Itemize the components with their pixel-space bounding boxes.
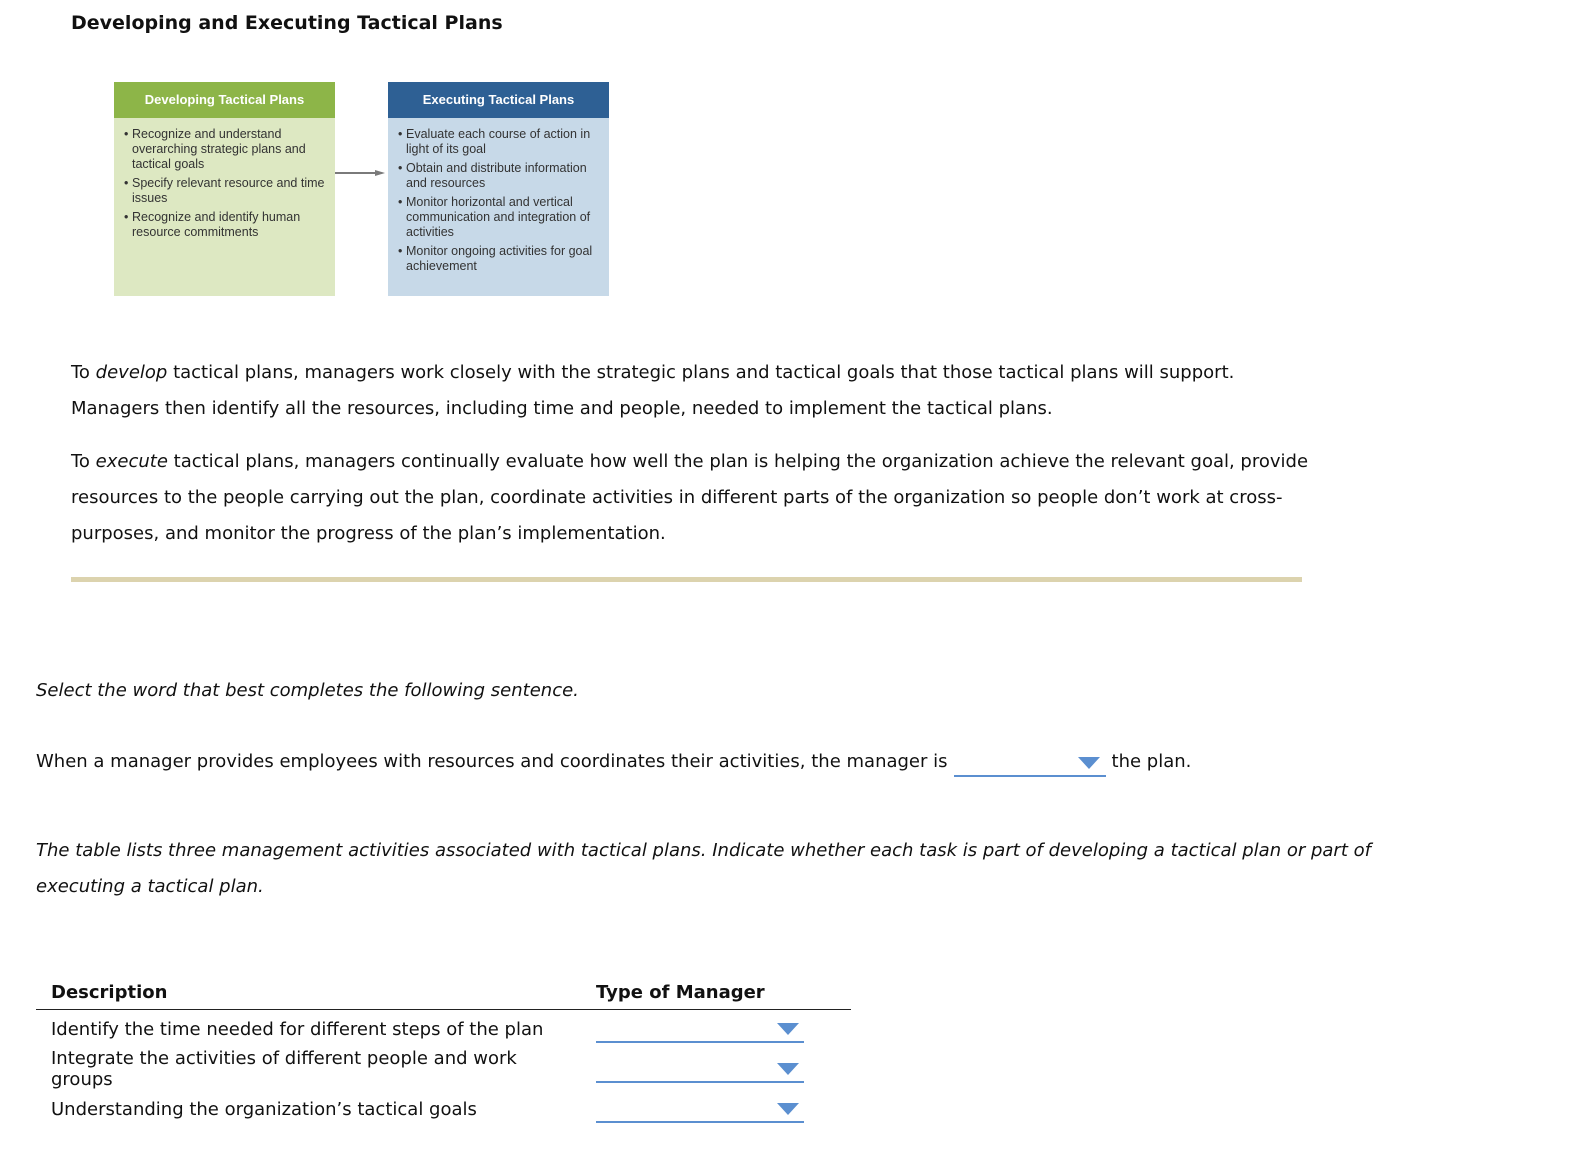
paragraph-text: To: [71, 451, 96, 472]
row-select-cell: [596, 1090, 851, 1128]
dropdown-caret-icon: [777, 1103, 799, 1115]
table-row: [36, 1048, 851, 1090]
executing-plans-header: Executing Tactical Plans: [388, 82, 609, 118]
list-item: • Specify relevant resource and time issues: [124, 176, 327, 206]
paragraph-text: To: [71, 362, 96, 383]
row-dropdown[interactable]: [596, 1095, 804, 1123]
page-title: Developing and Executing Tactical Plans: [71, 12, 503, 34]
row-description: Identify the time needed for different steps of the plan: [51, 1018, 544, 1040]
list-item: • Obtain and distribute information and resources: [398, 161, 601, 191]
paragraph-text: tactical plans, managers work closely with the strategic plans and tactical goals that those tactical plans will support. Managers then identify all the resources, including time and people, needed to implement the tactical plans.: [71, 362, 1235, 419]
executing-plans-box: [388, 82, 609, 296]
sentence-before: When a manager provides employees with resources and coordinates their activities, the manager is: [36, 751, 948, 772]
row-description: Integrate the activities of different people and work groups: [51, 1048, 517, 1090]
executing-plans-list: [388, 118, 609, 274]
list-item: • Monitor ongoing activities for goal achievement: [398, 244, 601, 274]
developing-plans-header: Developing Tactical Plans: [114, 82, 335, 118]
question1-instruction: Select the word that best completes the following sentence.: [36, 680, 579, 701]
type-header: Type of Manager: [596, 975, 851, 1010]
section-divider: [71, 577, 1302, 582]
table-row: [36, 1010, 851, 1049]
developing-plans-list: [114, 118, 335, 240]
emphasis-execute: execute: [95, 451, 168, 472]
dropdown-caret-icon: [777, 1023, 799, 1035]
dropdown-caret-icon: [777, 1063, 799, 1075]
table-header-row: [36, 975, 851, 1010]
list-item: • Evaluate each course of action in light of its goal: [398, 127, 601, 157]
dropdown-caret-icon: [1078, 757, 1100, 769]
question2-instruction: The table lists three management activities associated with tactical plans. Indicate whether each task is part of developing a tactical plan or part of executing a tactical plan.: [36, 840, 1371, 897]
table-row: [36, 1090, 851, 1128]
question1-dropdown[interactable]: [954, 747, 1106, 777]
description-header: Description: [36, 975, 596, 1010]
row-select-cell: [596, 1010, 851, 1049]
row-dropdown[interactable]: [596, 1055, 804, 1083]
list-item: • Recognize and understand overarching strategic plans and tactical goals: [124, 127, 327, 172]
row-select-cell: [596, 1048, 851, 1090]
list-item: • Recognize and identify human resource commitments: [124, 210, 327, 240]
paragraph-text: tactical plans, managers continually evaluate how well the plan is helping the organization achieve the relevant goal, provide resources to the people carrying out the plan, coordinate activities in different parts of the organization so people don’t work at cross-purposes, and monitor the progress of the plan’s implementation.: [71, 451, 1309, 544]
developing-plans-box: [114, 82, 335, 296]
emphasis-develop: develop: [95, 362, 168, 383]
develop-paragraph: [71, 355, 1311, 427]
execute-paragraph: [71, 444, 1311, 552]
sentence-after: the plan.: [1111, 751, 1192, 772]
question1-sentence: [36, 745, 1191, 779]
row-dropdown[interactable]: [596, 1015, 804, 1043]
list-item: • Monitor horizontal and vertical communication and integration of activities: [398, 195, 601, 240]
row-description: Understanding the organization’s tactical goals: [51, 1098, 477, 1120]
right-arrow-icon: [335, 170, 385, 176]
activities-table: [36, 975, 851, 1128]
